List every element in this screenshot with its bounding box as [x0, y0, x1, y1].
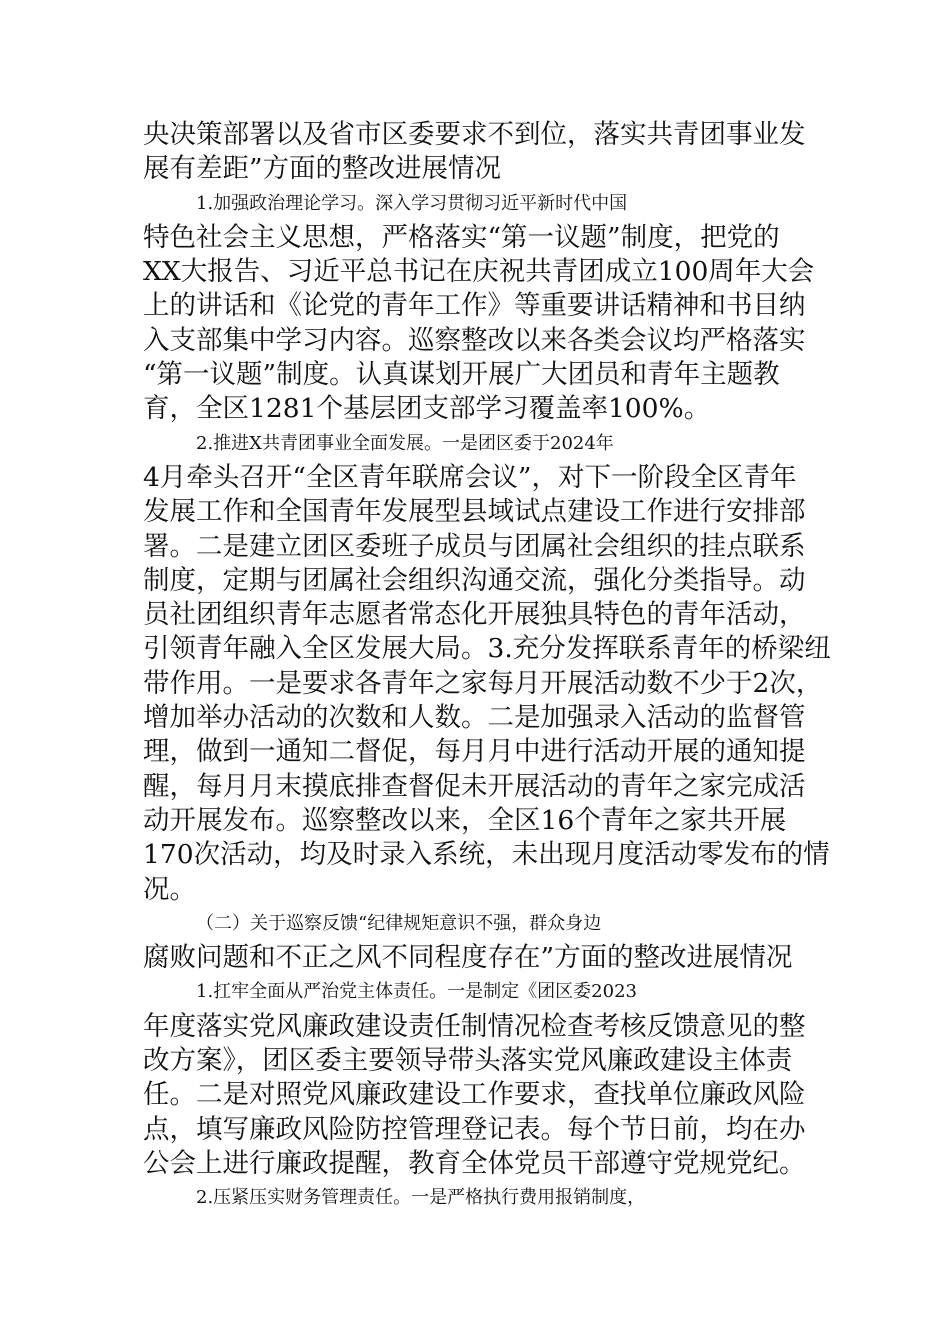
text-line: 1.加强政治理论学习。深入学习贯彻习近平新时代中国	[196, 192, 628, 214]
text-line: XX大报告、习近平总书记在庆祝共青团成立100周年大会	[143, 256, 815, 288]
text-line: 特色社会主义思想，严格落实“第一议题”制度，把党的	[143, 221, 780, 253]
text-line: 况。	[143, 873, 196, 905]
text-line: 员社团组织青年志愿者常态化开展独具特色的青年活动，	[143, 599, 806, 631]
text-line: 年度落实党风廉政建设责任制情况检查考核反馈意见的整	[143, 1010, 806, 1042]
text-line: 1.扛牢全面从严治党主体责任。一是制定《团区委2023	[196, 981, 637, 1003]
text-line: 育，全区1281个基层团支部学习覆盖率100%。	[143, 393, 711, 425]
text-line: 动开展发布。巡察整改以来，全区16个青年之家共开展	[143, 804, 787, 836]
text-line: 改方案》，团区委主要领导带头落实党风廉政建设主体责	[143, 1045, 793, 1077]
document-body	[143, 118, 843, 1216]
section-heading: （二）关于巡察反馈“纪律规矩意识不强，群众身边	[196, 912, 602, 934]
text-line: 署。二是建立团区委班子成员与团属社会组织的挂点联系	[143, 530, 806, 562]
text-line: 公会上进行廉政提醒，教育全体党员干部遵守党规党纪。	[143, 1147, 806, 1179]
text-line: 2.压紧压实财务管理责任。一是严格执行费用报销制度，	[196, 1187, 646, 1209]
text-line: 入支部集中学习内容。巡察整改以来各类会议均严格落实	[143, 324, 806, 356]
text-line: 发展工作和全国青年发展型县域试点建设工作进行安排部	[143, 496, 806, 528]
text-line: 引领青年融入全区发展大局。3.充分发挥联系青年的桥梁纽	[143, 633, 831, 665]
text-line: 带作用。一是要求各青年之家每月开展活动数不少于2次，	[143, 667, 823, 699]
text-line: 制度，定期与团属社会组织沟通交流，强化分类指导。动	[143, 564, 806, 596]
text-line: 点，填写廉政风险防控管理登记表。每个节日前，均在办	[143, 1113, 806, 1145]
text-line: 展有差距”方面的整改进展情况	[143, 153, 502, 185]
text-line: “第一议题”制度。认真谋划开展广大团员和青年主题教	[143, 359, 780, 391]
text-line: 理，做到一通知二督促，每月月中进行活动开展的通知提	[143, 736, 806, 768]
text-line: 央决策部署以及省市区委要求不到位，落实共青团事业发	[143, 119, 806, 150]
text-line: 上的讲话和《论党的青年工作》等重要讲话精神和书目纳	[143, 290, 806, 322]
text-line: 4月牵头召开“全区青年联席会议”，对下一阶段全区青年	[143, 461, 797, 493]
text-line: 醒，每月月末摸底排查督促未开展活动的青年之家完成活	[143, 770, 806, 802]
text-line: 任。二是对照党风廉政建设工作要求，查找单位廉政风险	[143, 1079, 806, 1111]
text-line: 170次活动，均及时录入系统，未出现月度活动零发布的情	[143, 839, 830, 871]
text-line: 增加举办活动的次数和人数。二是加强录入活动的监督管	[143, 702, 806, 734]
text-line: 2.推进X共青团事业全面发展。一是团区委于2024年	[196, 432, 614, 454]
section-heading: 腐败问题和不正之风不同程度存在”方面的整改进展情况	[143, 942, 793, 974]
